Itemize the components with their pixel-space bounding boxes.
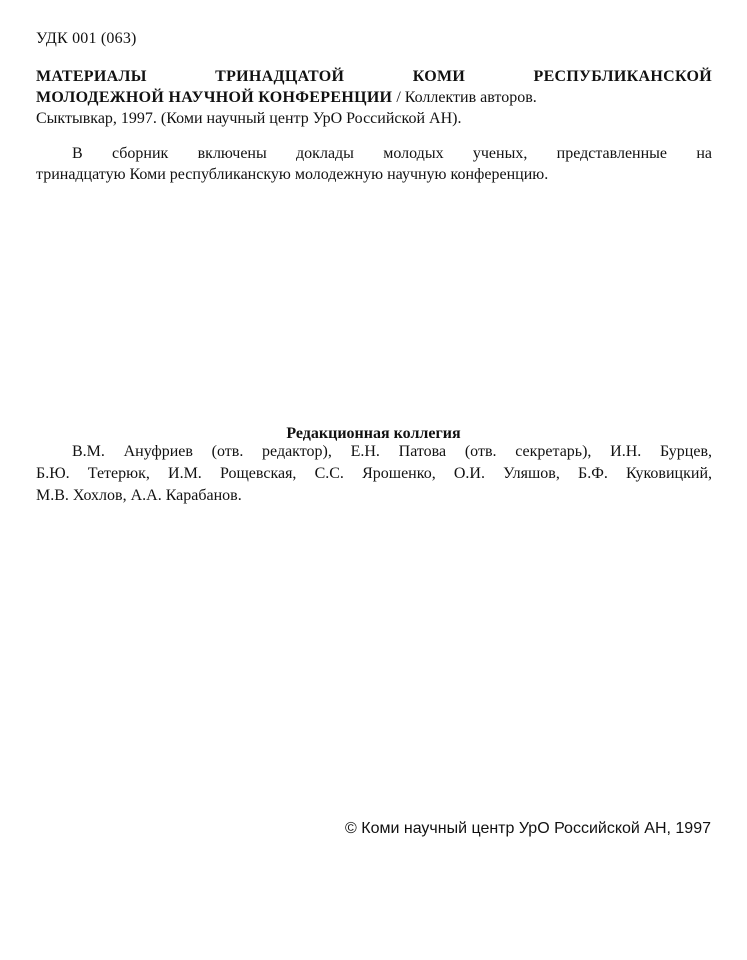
editorial-board-line-3: М.В. Хохлов, А.А. Карабанов.: [36, 487, 242, 504]
udk-code: УДК 001 (063): [36, 30, 137, 47]
annotation: [36, 143, 712, 185]
copyright-notice: © Коми научный центр УрО Российской АН, 1997: [345, 820, 711, 837]
annotation-line-1: В сборник включены доклады молодых ученых, представленные на: [72, 145, 712, 162]
annotation-line-2: тринадцатую Коми республиканскую молодежную научную конференцию.: [36, 166, 549, 183]
editorial-board-line-1: В.М. Ануфриев (отв. редактор), Е.Н. Патова (отв. секретарь), И.Н. Бурцев,: [72, 443, 712, 460]
publication-info: Сыктывкар, 1997. (Коми научный центр УрО Российской АН).: [36, 110, 462, 127]
bibliographic-record: [36, 66, 712, 129]
book-title-line-1: МАТЕРИАЛЫ ТРИНАДЦАТОЙ КОМИ РЕСПУБЛИКАНСКОЙ: [36, 68, 712, 85]
book-title-line-2: [36, 87, 712, 108]
editorial-board-title: Редакционная коллегия: [286, 425, 461, 442]
editorial-board-line-2: Б.Ю. Тетерюк, И.М. Рощевская, С.С. Ярошенко, О.И. Уляшов, Б.Ф. Куковицкий,: [36, 465, 712, 482]
editorial-board-members: [36, 441, 712, 507]
book-title-line-2-bold: МОЛОДЕЖНОЙ НАУЧНОЙ КОНФЕРЕНЦИИ: [36, 89, 393, 106]
book-authors: / Коллектив авторов.: [392, 89, 537, 106]
